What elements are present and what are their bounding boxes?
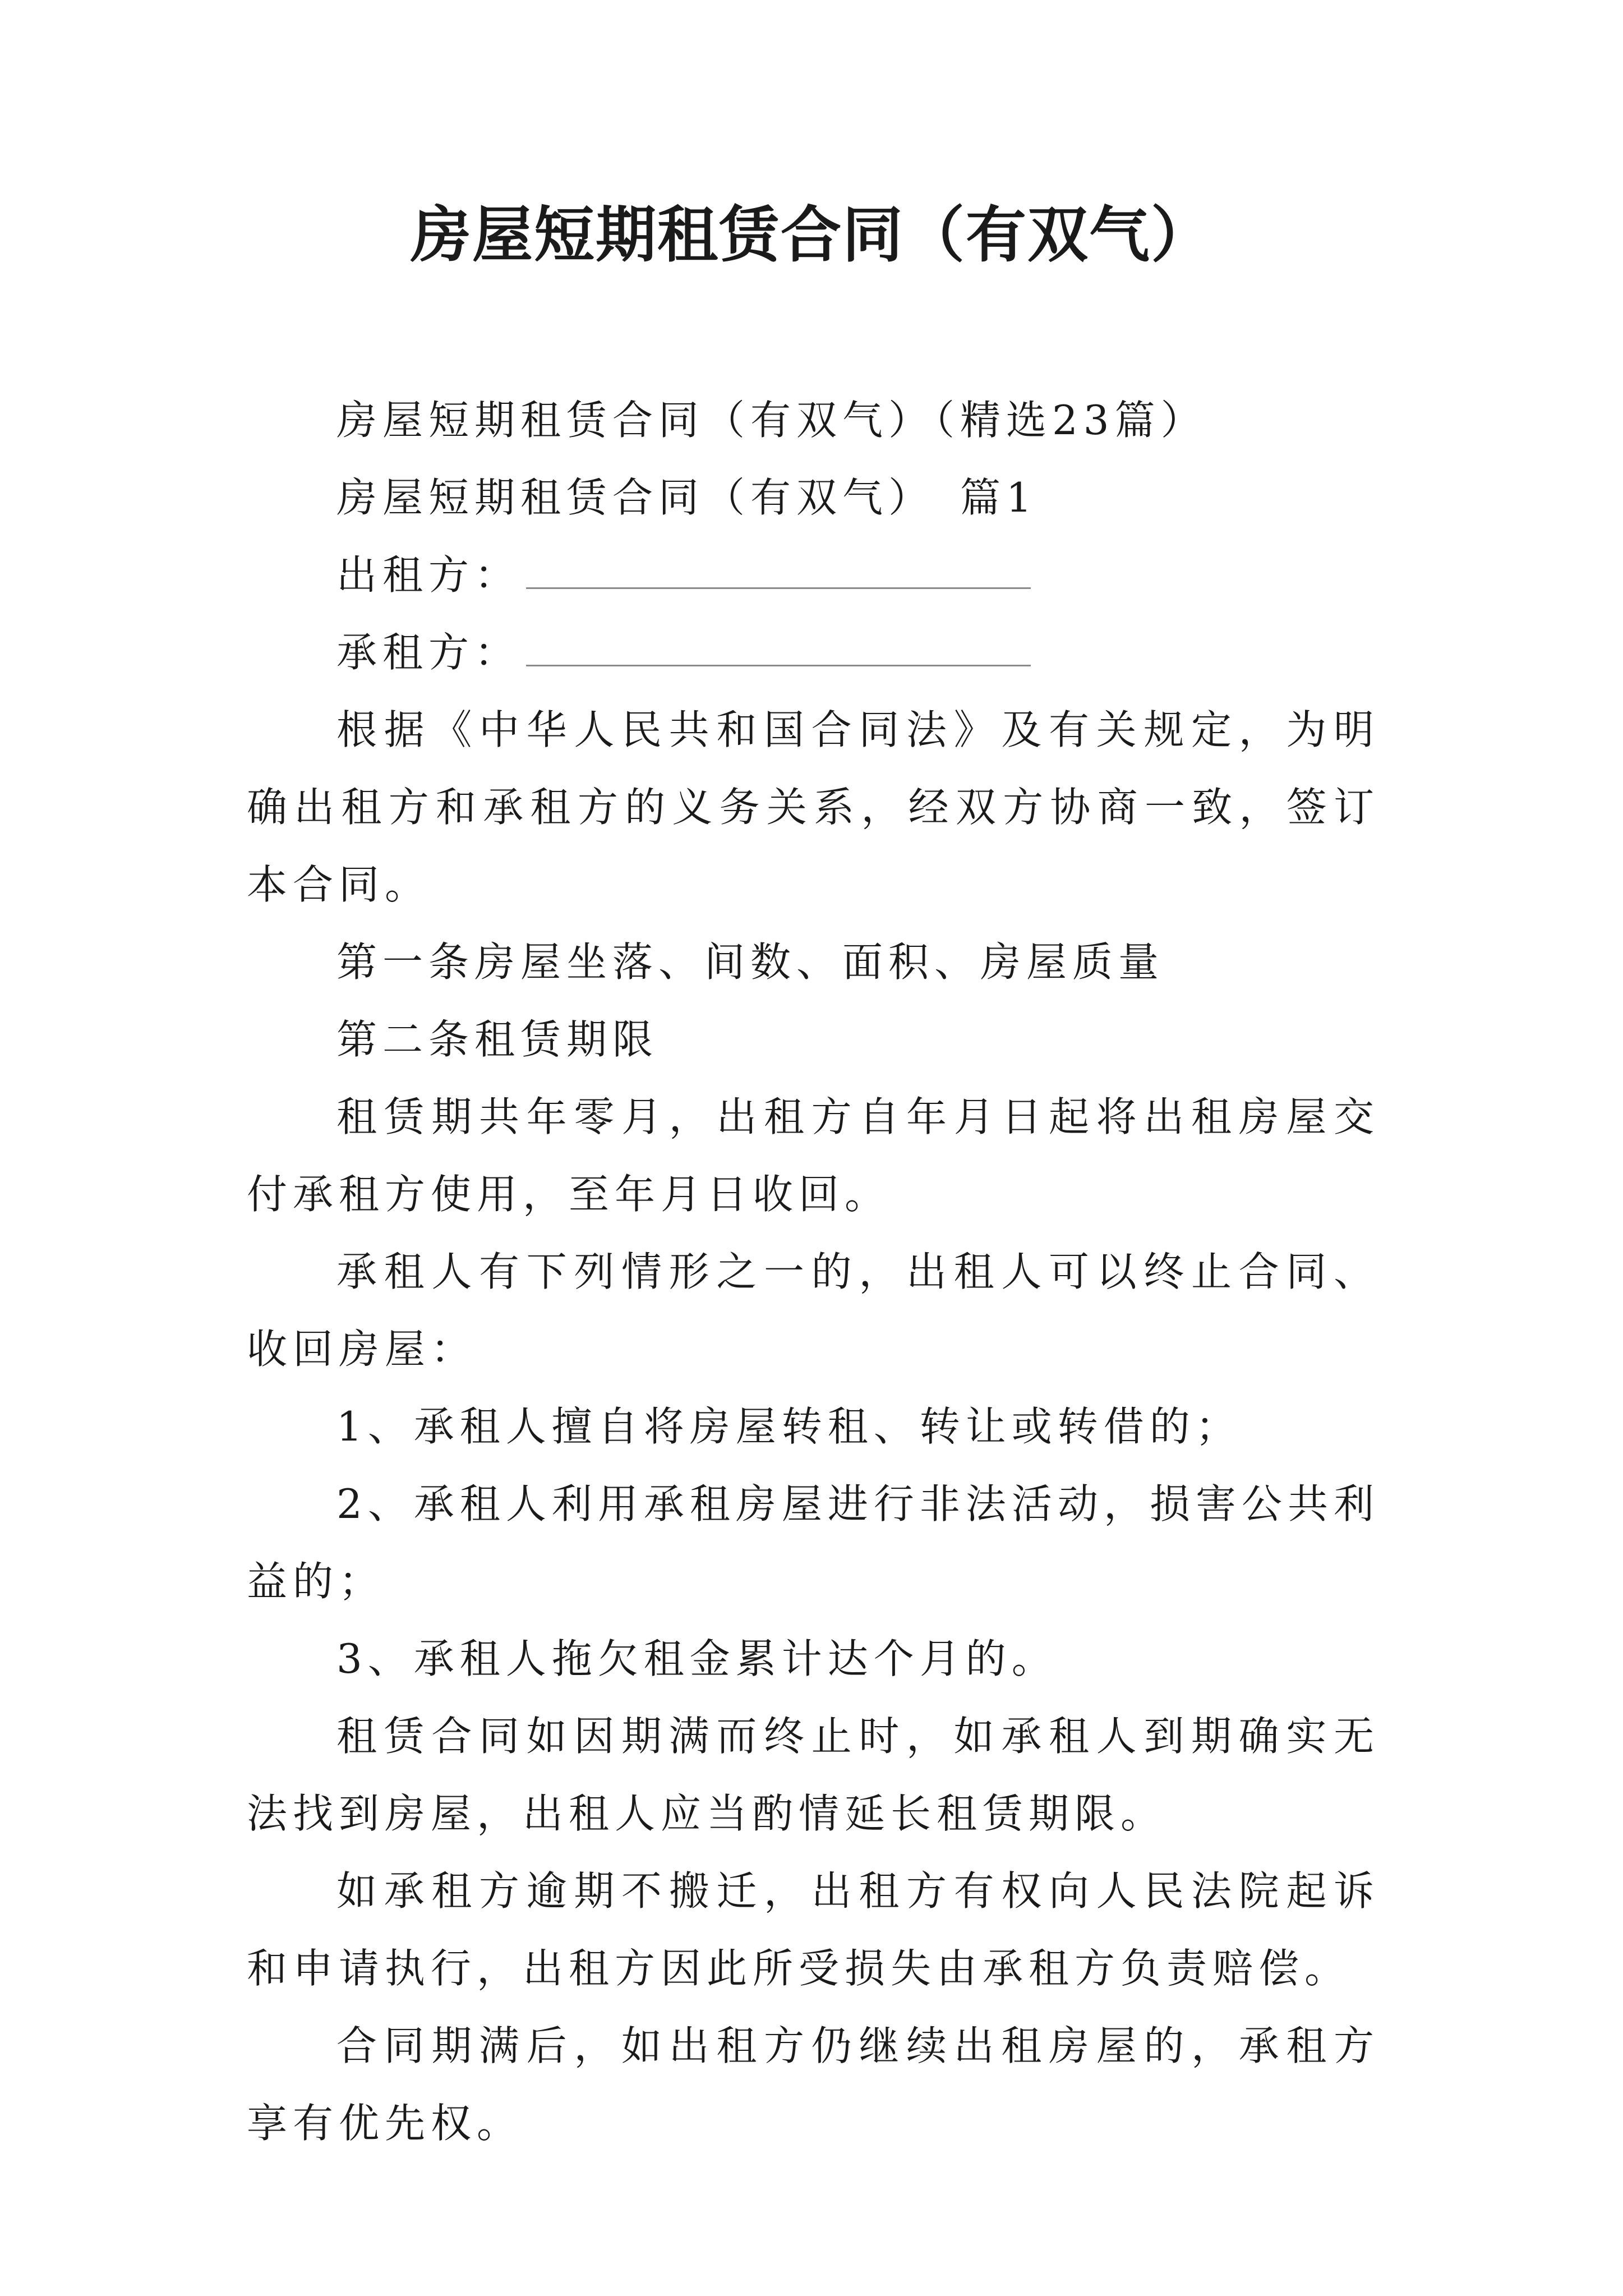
lessor-line: [247, 536, 1380, 614]
list-item-2: 2、承租人利用承租房屋进行非法活动，损害公共利益的；: [247, 1480, 1380, 1605]
paragraph-overdue: 如承租方逾期不搬迁，出租方有权向人民法院起诉和申请执行，出租方因此所受损失由承租方负责赔偿。: [247, 1867, 1380, 1992]
lessee-label: 承租方：: [336, 629, 521, 676]
list-item-3: 3、承租人拖欠租金累计达个月的。: [336, 1635, 1058, 1682]
lessee-blank: [526, 659, 1031, 666]
article-2-heading: 第二条租赁期限: [336, 1016, 659, 1063]
paragraph-term: 租赁期共年零月，出租方自年月日起将出租房屋交付承租方使用，至年月日收回。: [247, 1093, 1380, 1218]
document-title: 房屋短期租赁合同（有双气）: [410, 200, 1212, 270]
paragraph-priority: 合同期满后，如出租方仍继续出租房屋的，承租方享有优先权。: [247, 2022, 1380, 2147]
paragraph-basis: 根据《中华人民共和国合同法》及有关规定，为明确出租方和承租方的义务关系，经双方协商一致，签订本合同。: [247, 706, 1380, 908]
document-body: [247, 381, 1380, 2162]
paragraph-extension: 租赁合同如因期满而终止时，如承租人到期确实无法找到房屋，出租人应当酌情延长租赁期限。: [247, 1713, 1380, 1837]
paragraph-termination: 承租人有下列情形之一的，出租人可以终止合同、收回房屋：: [247, 1248, 1380, 1373]
article-1-heading: 第一条房屋坐落、间数、面积、房屋质量: [336, 938, 1165, 986]
lessee-line: [247, 614, 1380, 691]
section-heading: 房屋短期租赁合同（有双气） 篇1: [336, 474, 1038, 521]
lessor-blank: [526, 582, 1031, 589]
list-item-1: 1、承租人擅自将房屋转租、转让或转借的；: [336, 1403, 1242, 1450]
document-subtitle: 房屋短期租赁合同（有双气）（精选23篇）: [336, 397, 1207, 444]
lessor-label: 出租方：: [336, 551, 521, 599]
